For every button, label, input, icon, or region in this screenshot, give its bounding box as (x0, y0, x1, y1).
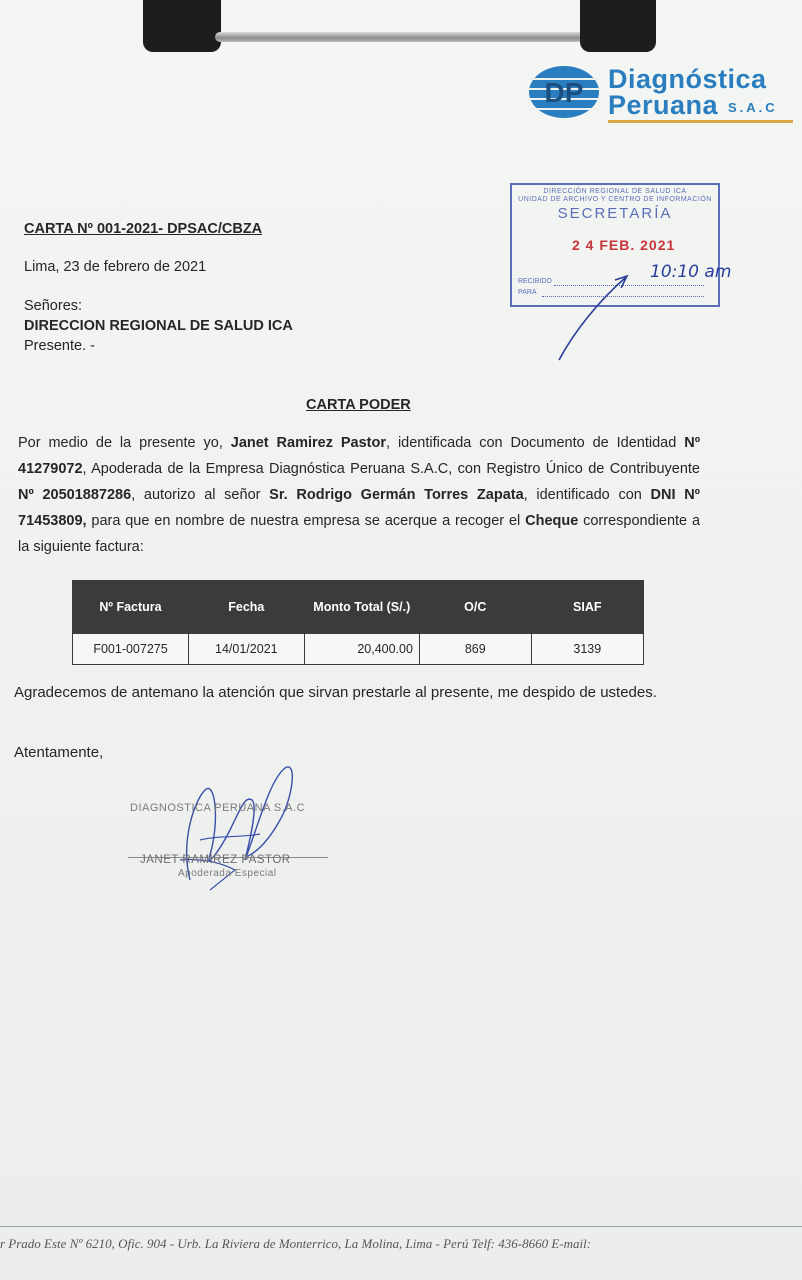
stamp-line-2: UNIDAD DE ARCHIVO Y CENTRO DE INFORMACIÓN (518, 196, 712, 203)
table-row (73, 634, 644, 665)
table-cell-monto: 20,400.00 (304, 634, 419, 665)
handwritten-signature (160, 760, 330, 900)
body-ruc: Nº 20501887286 (18, 487, 132, 503)
body-text: Por medio de la presente yo, (18, 435, 231, 451)
body-text: , identificado con (523, 487, 651, 503)
stamp-para-label: PARA (518, 289, 537, 296)
logo-underline (608, 120, 793, 123)
dp-logo-icon (528, 64, 600, 120)
signature-name: JANET RAMIREZ PASTOR (140, 854, 291, 866)
table-header-cell: Nº Factura (73, 581, 189, 634)
stamp-handwritten-time: 10:10 am (650, 262, 732, 282)
letter-body (18, 430, 700, 560)
body-name: Janet Ramirez Pastor (230, 435, 387, 451)
letter-recipient: DIRECCION REGIONAL DE SALUD ICA (24, 318, 293, 334)
stamp-line-1: DIRECCIÓN REGIONAL DE SALUD ICA (543, 188, 687, 195)
table-header-cell: O/C (419, 581, 531, 634)
table-header-row (73, 581, 644, 634)
table-cell-oc: 869 (419, 634, 531, 665)
logo-word-peruana: Peruana (608, 90, 719, 120)
body-cheque: Cheque (525, 513, 579, 529)
letter-date: Lima, 23 de febrero de 2021 (24, 259, 207, 275)
body-text: , autorizo al señor (131, 487, 270, 503)
stamp-office: SECRETARÍA (557, 205, 673, 222)
table-cell-fecha: 14/01/2021 (189, 634, 305, 665)
table-header-cell: SIAF (531, 581, 643, 634)
body-text: correspondiente a la siguiente factura: (18, 513, 701, 555)
pen-arrow-mark (555, 270, 645, 365)
body-text: , Apoderada de la Empresa Diagnóstica Peruana S.A.C, con Registro Único de Contribuyente (82, 461, 700, 477)
body-dni: DNI Nº 71453809, (18, 487, 700, 529)
clipboard-clip-right (580, 0, 656, 52)
stamp-recibido-label: RECIBIDO (518, 278, 552, 285)
footer-address: r Prado Este Nº 6210, Ofic. 904 - Urb. La Riviera de Monterrico, La Molina, Lima - Perú Telf: 436-8660 E-mail: (0, 1236, 592, 1251)
letter-salutation: Señores: (24, 298, 83, 314)
clipboard-clip-bar (215, 32, 585, 42)
stamp-date: 2 4 FEB. 2021 (572, 237, 676, 253)
logo-suffix: S.A.C (728, 100, 778, 115)
signature-company: DIAGNOSTICA PERUANA S.A.C (130, 802, 306, 814)
table-cell-factura: F001-007275 (73, 634, 189, 665)
table-header-cell: Fecha (189, 581, 305, 634)
table-cell-siaf: 3139 (531, 634, 643, 665)
logo-word-diagnostica: Diagnóstica (608, 64, 767, 94)
invoice-table (72, 580, 644, 665)
body-text: , identificada con Documento de Identidad (386, 435, 685, 451)
body-text: para que en nombre de nuestra empresa se acerque a recoger el (86, 513, 526, 529)
clipboard-clip-left (143, 0, 221, 52)
letter-title: CARTA PODER (306, 397, 411, 413)
table-header-cell: Monto Total (S/.) (304, 581, 419, 634)
signature-role: Apoderada Especial (178, 868, 277, 879)
body-delegate: Sr. Rodrigo Germán Torres Zapata (269, 487, 524, 503)
letter-closing: Agradecemos de antemano la atención que sirvan prestarle al presente, me despido de ustedes. (14, 684, 657, 701)
logo-initials: DP (544, 77, 584, 108)
body-doc-number: Nº 41279072 (18, 435, 700, 477)
letter-reference: CARTA Nº 001-2021- DPSAC/CBZA (24, 221, 263, 237)
letter-farewell: Atentamente, (14, 744, 104, 761)
company-logo (528, 60, 793, 124)
letter-presente: Presente. - (24, 338, 95, 354)
footer-divider (0, 1226, 802, 1227)
